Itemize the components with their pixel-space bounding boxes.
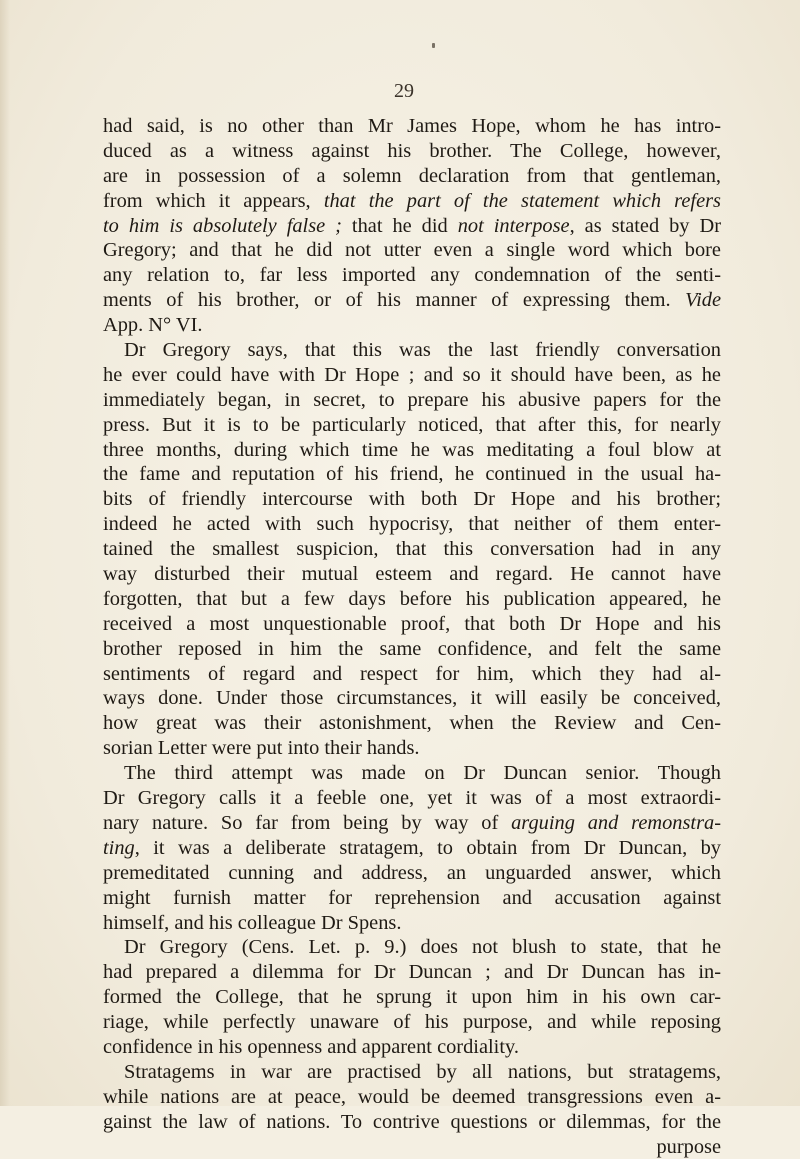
text-line [103,711,721,736]
text-line [103,811,721,836]
text-line [103,114,721,139]
text-segment: while nations are at peace, would be deemed transgressions even a- [103,1085,721,1108]
text-segment: are in possession of a solemn declaration from that gentleman, [103,164,721,187]
page-number: 29 [394,80,414,102]
text-segment: nary nature. So far from being by way of [103,811,512,834]
text-line [103,562,721,587]
text-line [103,587,721,612]
italic-text: Vide [685,289,721,312]
text-segment: App. N° VI. [103,314,203,337]
text-line [103,935,721,960]
text-segment: forgotten, that but a few days before his publication appeared, he [103,587,721,610]
text-line [103,139,721,164]
text-segment: Dr Gregory calls it a feeble one, yet it was of a most extraordi- [103,787,721,810]
text-segment: had prepared a dilemma for Dr Duncan ; and Dr Duncan has in- [103,961,721,984]
text-segment: Dr Gregory (Cens. Let. p. 9.) does not blush to state, that he [124,936,721,959]
text-segment: ways done. Under those circumstances, it will easily be conceived, [103,687,721,710]
text-segment: indeed he acted with such hypocrisy, that neither of them enter- [103,513,721,536]
text-line [103,886,721,911]
text-segment: , it was a deliberate stratagem, to obtain from Dr Duncan, by [134,836,721,859]
text-segment: press. But it is to be particularly noticed, that after this, for nearly [103,413,721,436]
body-text [103,114,721,1159]
text-line [103,462,721,487]
text-segment: tained the smallest suspicion, that this conversation had in any [103,538,721,561]
text-line [103,612,721,637]
text-segment: The third attempt was made on Dr Duncan senior. Though [124,762,721,785]
text-segment: that he did [341,214,458,237]
text-line [103,1010,721,1035]
text-segment: ments of his brother, or of his manner of expressing them. [103,289,686,312]
text-line [103,438,721,463]
text-segment: way disturbed their mutual esteem and regard. He cannot have [103,563,721,586]
text-segment: Dr Gregory says, that this was the last friendly conversation [124,339,721,362]
text-line [103,263,721,288]
text-segment: how great was their astonishment, when the Review and Cen- [103,712,721,735]
text-segment: sentiments of regard and respect for him, which they had al- [103,662,721,685]
text-line [103,1035,721,1060]
text-segment: confidence in his openness and apparent cordiality. [103,1035,519,1058]
italic-text: to him is absolutely false ; [103,214,342,237]
text-line [103,1060,721,1085]
text-segment: the fame and reputation of his friend, he continued in the usual ha- [103,463,721,486]
text-line [103,238,721,263]
text-segment: he ever could have with Dr Hope ; and so it should have been, as he [103,363,721,386]
text-line [103,537,721,562]
text-segment: bits of friendly intercourse with both Dr Hope and his brother; [103,488,721,511]
text-line [103,861,721,886]
text-line [103,836,721,861]
text-line [103,985,721,1010]
text-line [103,214,721,239]
text-line [103,487,721,512]
text-line [103,686,721,711]
text-line [103,189,721,214]
text-line [103,388,721,413]
text-line [103,911,721,936]
text-segment: himself, and his colleague Dr Spens. [103,911,402,934]
text-line [103,637,721,662]
text-line [103,313,721,338]
italic-text: not interpose [457,214,570,237]
italic-text: ting [103,836,135,859]
text-line [103,164,721,189]
text-segment: purpose [656,1135,721,1158]
text-segment: gainst the law of nations. To contrive questions or dilemmas, for the [103,1110,721,1133]
italic-text: arguing and remonstra- [511,811,722,834]
italic-text: that the part of the statement which refers [323,189,721,212]
text-segment: riage, while perfectly unaware of his purpose, and while reposing [103,1011,721,1034]
text-segment: premeditated cunning and address, an unguarded answer, which [103,861,721,884]
text-line [103,413,721,438]
text-line [103,338,721,363]
text-segment: any relation to, far less imported any condemnation of the senti- [103,264,721,287]
text-segment: Gregory; and that he did not utter even a single word which bore [103,239,721,262]
text-segment: three months, during which time he was meditating a foul blow at [103,438,721,461]
page-binding-edge [0,0,10,1106]
text-segment: formed the College, that he sprung it upon him in his own car- [103,986,721,1009]
text-line [103,786,721,811]
text-segment: duced as a witness against his brother. The College, however, [103,139,721,162]
text-line [103,736,721,761]
text-segment: Stratagems in war are practised by all nations, but stratagems, [124,1060,721,1083]
text-line [103,960,721,985]
text-segment: brother reposed in him the same confidence, and felt the same [103,637,721,660]
text-segment: received a most unquestionable proof, that both Dr Hope and his [103,612,721,635]
text-segment: immediately began, in secret, to prepare his abusive papers for the [103,388,721,411]
text-segment: had said, is no other than Mr James Hope, whom he has intro- [103,115,721,137]
text-segment: might furnish matter for reprehension and accusation against [103,886,721,909]
text-line [103,662,721,687]
text-line [103,1110,721,1135]
text-line [103,761,721,786]
ink-speck [432,43,435,48]
text-line [103,363,721,388]
text-segment: from which it appears, [103,189,324,212]
text-segment: sorian Letter were put into their hands. [103,737,420,760]
text-segment: , as stated by Dr [569,214,721,237]
catchword [103,1135,721,1159]
text-line [103,512,721,537]
text-line [103,288,721,313]
